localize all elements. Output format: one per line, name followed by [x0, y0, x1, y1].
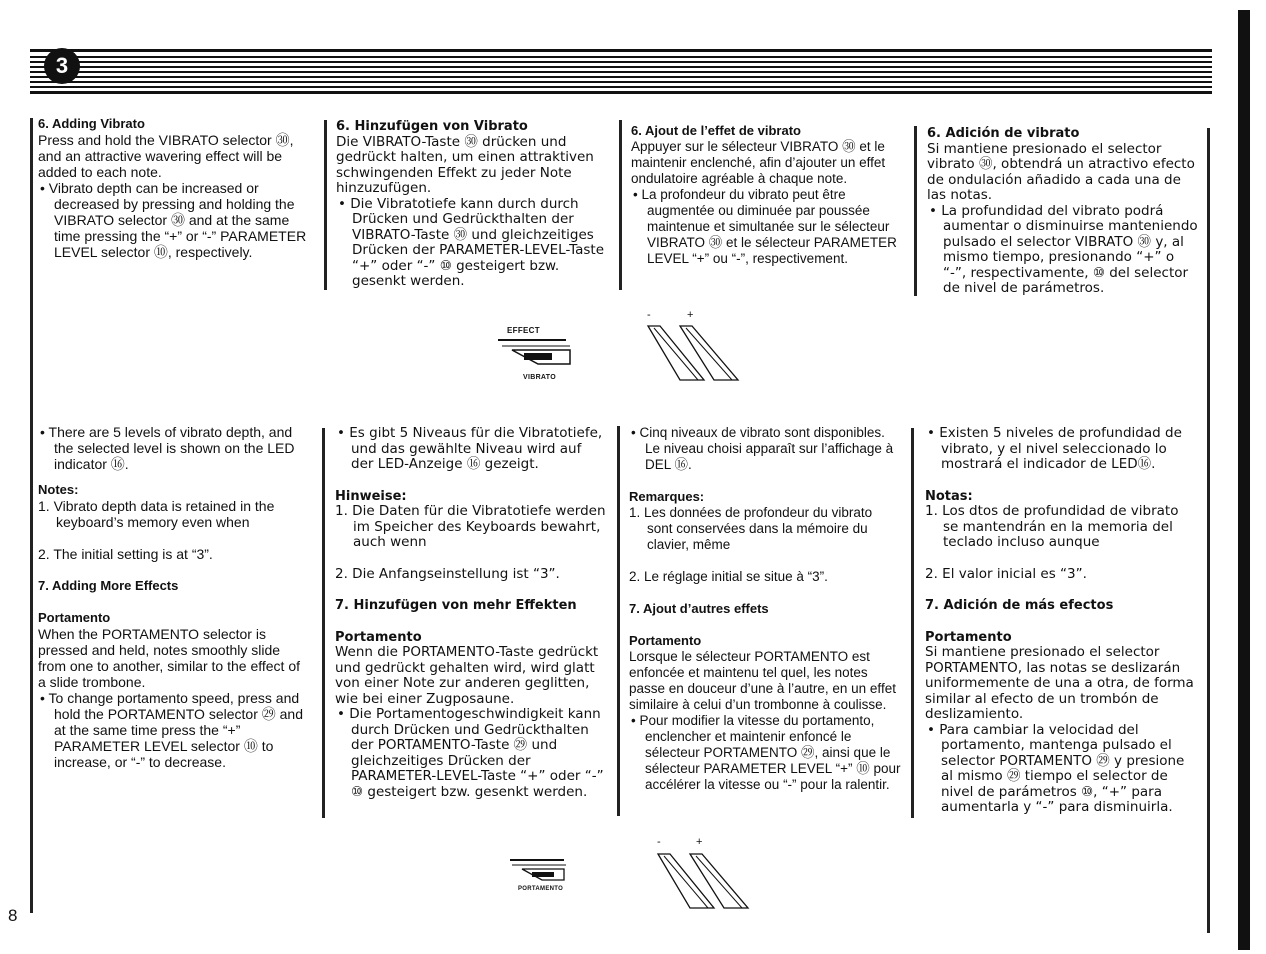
column-rule: [324, 120, 327, 290]
note-item: 1. Vibrato depth data is retained in the keyboard’s memory even when: [38, 498, 275, 530]
section-heading: 6. Hinzufügen von Vibrato: [336, 119, 528, 134]
paragraph: Wenn die PORTAMENTO-Taste gedrückt und gedrückt gehalten wird, wird glatt von einer Note zur anderen geglitten, wie bei einer Zugposaune.: [335, 644, 599, 707]
minus-sign: -: [657, 836, 661, 848]
section-heading: 7. Ajout d’autres effets: [629, 601, 769, 616]
note-item: 2. El valor inicial es “3”.: [925, 565, 1087, 582]
subsection-heading: Portamento: [629, 633, 702, 648]
bullet-item: • La profondeur du vibrato peut être augmentée ou diminuée par poussée maintenue et simultanée sur le sélecteur VIBRATO ㉚ et le sélecteur PARAMETER LEVEL “+” ou “-”, respectivement.: [633, 187, 897, 266]
top-column-en: [38, 116, 310, 260]
section-badge: 3: [44, 48, 80, 84]
section-heading: 7. Adición de más efectos: [925, 598, 1114, 613]
note-item: 2. Die Anfangseinstellung ist “3”.: [335, 565, 560, 582]
paragraph: Appuyer sur le sélecteur VIBRATO ㉚ et le maintenir enclenché, afin d’ajouter un effet ondulatoire agréable à chaque note.: [631, 139, 886, 186]
bullet-item: • There are 5 levels of vibrato depth, and the selected level is shown on the LED indicator ⑯.: [40, 424, 295, 472]
bottom-column-es: [925, 426, 1197, 816]
plus-sign: +: [696, 836, 703, 848]
bullet-item: • Para cambiar la velocidad del portamento, mantenga pulsado el selector PORTAMENTO ㉙ y presione al mismo ㉙ tiempo el selector de nivel de parámetros ⑩, “+” para aumentarla y “-” para disminuirla.: [927, 721, 1185, 815]
bullet-item: • Cinq niveaux de vibrato sont disponibles. Le niveau choisi apparaît sur l’affichage à DEL ⑯.: [631, 425, 894, 472]
subsection-heading: Portamento: [925, 629, 1012, 645]
plus-sign: +: [687, 309, 694, 321]
column-rule: [619, 120, 622, 290]
column-rule: [911, 428, 914, 818]
column-rule: [322, 428, 325, 818]
note-item: 2. The initial setting is at “3”.: [38, 546, 213, 562]
top-column-de: [336, 119, 608, 290]
section-heading: 7. Adding More Effects: [38, 578, 179, 593]
bullet-item: • Pour modifier la vitesse du portamento, enclencher et maintenir enfoncé le sélecteur PORTAMENTO ㉙, ainsi que le sélecteur PARAMETER LEVEL “+” ⑩ pour accélérer la vitesse ou “-” pour la ralentir.: [631, 713, 901, 792]
bullet-item: • Vibrato depth can be increased or decreased by pressing and holding the VIBRATO selector ㉚ and at the same time pressing the “+” or “-” PARAMETER LEVEL selector ⑩, respectively.: [40, 180, 307, 260]
bottom-column-en: [38, 424, 310, 770]
section-heading: 6. Ajout de l’effet de vibrato: [631, 123, 801, 138]
paragraph: When the PORTAMENTO selector is pressed and held, notes smoothly slide from one to another, similar to the effect of a slide trombone.: [38, 626, 300, 690]
column-rule: [1207, 128, 1210, 933]
page-edge-shadow: [1238, 10, 1250, 950]
page-number: 8: [8, 906, 18, 925]
parameter-level-keys-illustration: [656, 852, 752, 912]
bullet-item: • La profundidad del vibrato podrá aumentar o disminuirse manteniendo pulsado el selector VIBRATO ㉚ y, al mismo tiempo, presionando “+” o “-”, respectivamente, ⑩ del selector de nivel de parámetros.: [929, 202, 1198, 296]
minus-sign: -: [647, 309, 651, 321]
note-item: 1. Los dtos de profundidad de vibrato se mantendrán en la memoria del teclado incluso aunque: [925, 503, 1179, 550]
column-rule: [914, 126, 917, 296]
bottom-column-fr: [629, 425, 901, 793]
portamento-label: PORTAMENTO: [518, 886, 564, 892]
notes-heading: Remarques:: [629, 489, 705, 504]
note-item: 1. Les données de profondeur du vibrato sont conservées dans la mémoire du clavier, même: [629, 505, 873, 552]
paragraph: Press and hold the VIBRATO selector ㉚, and an attractive wavering effect will be added to each note.: [38, 132, 294, 180]
paragraph: Lorsque le sélecteur PORTAMENTO est enfoncée et maintenu tel quel, les notes passe en douceur d’une à l’autre, en un effet similaire à celui d’un trombonne à coulisse.: [629, 649, 896, 712]
parameter-level-keys-illustration: [646, 324, 742, 384]
subsection-heading: Portamento: [335, 629, 422, 645]
notes-heading: Notes:: [38, 482, 79, 497]
notes-heading: Hinweise:: [335, 488, 407, 504]
section-heading: 6. Adición de vibrato: [927, 126, 1080, 141]
effect-label: EFFECT: [507, 326, 540, 335]
bullet-item: • Die Portamentogeschwindigkeit kann durch Drücken und Gedrückthalten der PORTAMENTO-Taste ㉙ und gleichzeitiges Drücken der PARAMETER-LEVEL-Taste “+” oder “-” ⑩ gesteigert bzw. gesenkt werden.: [337, 706, 604, 800]
vibrato-label: VIBRATO: [523, 374, 556, 381]
bottom-column-de: [335, 426, 607, 800]
bullet-item: • To change portamento speed, press and hold the PORTAMENTO selector ㉙ and at the same time press the “+” PARAMETER LEVEL selector ⑩ to increase, or “-” to decrease.: [40, 690, 303, 770]
bullet-item: • Die Vibratotiefe kann durch durch Drücken und Gedrückthalten der VIBRATO-Taste ㉚ und gleichzeitiges Drücken der PARAMETER-LEVEL-Taste “+” oder “-” ⑩ gesteigert bzw. gesenkt werden.: [338, 195, 605, 289]
portamento-button-illustration: [508, 858, 568, 884]
bullet-item: • Existen 5 niveles de profundidad de vibrato, y el nivel seleccionado lo mostrará el indicador de LED⑯.: [927, 425, 1182, 472]
column-rule: [30, 118, 33, 913]
notes-heading: Notas:: [925, 488, 973, 504]
note-item: 2. Le réglage initial se situe à “3”.: [629, 569, 828, 584]
vibrato-button-illustration: [496, 338, 576, 372]
section-heading: 6. Adding Vibrato: [38, 116, 145, 131]
paragraph: Si mantiene presionado el selector PORTAMENTO, las notas se deslizarán uniformemente de una a otra, de forma similar al efecto de un trombón de deslizamiento.: [925, 644, 1194, 722]
bullet-item: • Es gibt 5 Niveaus für die Vibratotiefe, und das gewählte Niveau wird auf der LED-Anzeige ⑯ gezeigt.: [337, 425, 603, 472]
subsection-heading: Portamento: [38, 610, 111, 625]
top-column-fr: [631, 123, 903, 267]
top-column-es: [927, 126, 1199, 297]
note-item: 1. Die Daten für die Vibratotiefe werden im Speicher des Keyboards bewahrt, auch wenn: [335, 503, 606, 550]
paragraph: Die VIBRATO-Taste ㉚ drücken und gedrückt halten, um einen attraktiven schwingenden Effekt zu jeder Note hinzuzufügen.: [336, 133, 594, 196]
paragraph: Si mantiene presionado el selector vibrato ㉚, obtendrá un atractivo efecto de ondulación añadido a cada una de las notas.: [927, 140, 1195, 203]
section-heading: 7. Hinzufügen von mehr Effekten: [335, 598, 577, 613]
column-rule: [617, 426, 620, 816]
